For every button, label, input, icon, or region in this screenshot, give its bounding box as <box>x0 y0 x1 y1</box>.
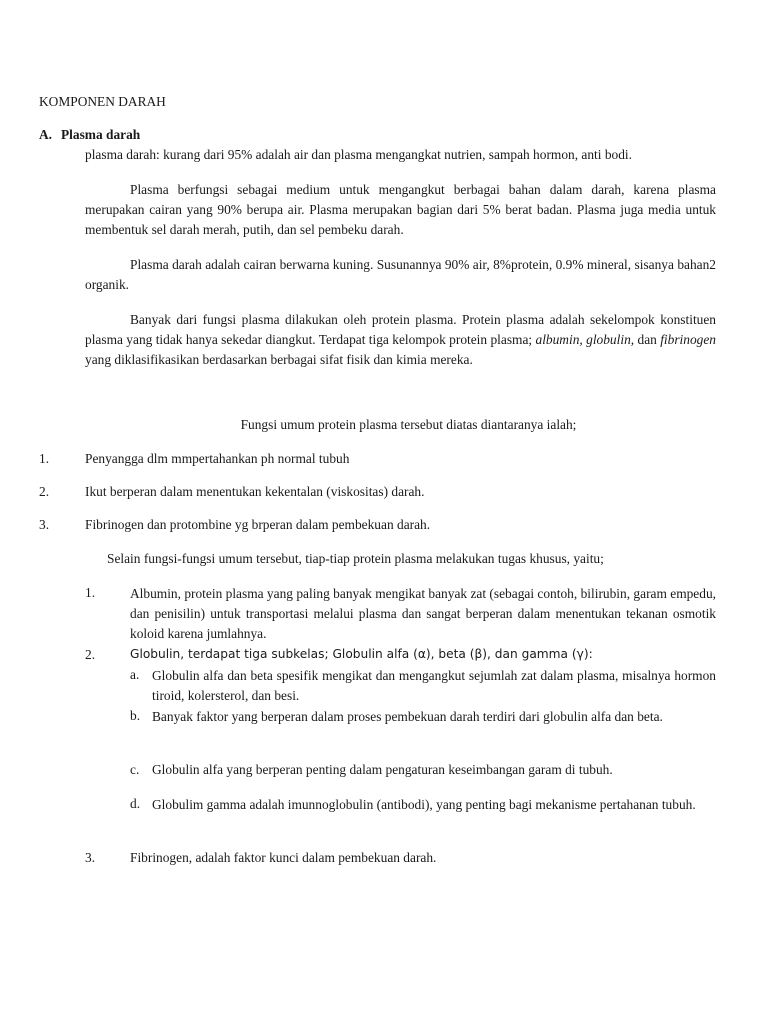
khusus-item-2-num: 2. <box>85 647 96 662</box>
khusus-item-1-text: Albumin, protein plasma yang paling banyak mengikat banyak zat (sebagai contoh, bilirubin, garam empedu, dan penisilin) untuk transportasi melalui plasma dan sangat berperan dalam menentukan tekanan osmotik koloid karena jumlahnya. <box>130 586 716 641</box>
globulin-sub-b-text: Banyak faktor yang berperan dalam proses pembekuan darah terdiri dari globulin alfa dan beta. <box>152 709 663 724</box>
fungsi-item-1-num: 1. <box>39 451 50 466</box>
khusus-item-3-num: 3. <box>85 850 96 865</box>
section-a-title: Plasma darah <box>61 127 141 142</box>
fungsi-item-3-num: 3. <box>39 517 50 532</box>
paragraph-2: Plasma berfungsi sebagai medium untuk mengangkut berbagai bahan dalam darah, karena plasma merupakan cairan yang 90% berupa air. Plasma merupakan bagian dari 5% berat badan. Plasma juga media untuk membentuk sel darah merah, putih, dan sel pembeku darah. <box>85 182 716 237</box>
globulin-sub-a-letter: a. <box>130 667 140 682</box>
p4-globulin: globulin, <box>586 332 635 347</box>
paragraph-3: Plasma darah adalah cairan berwarna kuning. Susunannya 90% air, 8%protein, 0.9% mineral, sisanya bahan2 organik. <box>85 257 716 292</box>
globulin-sub-c-text: Globulin alfa yang berperan penting dalam pengaturan keseimbangan garam di tubuh. <box>152 762 613 777</box>
khusus-intro: Selain fungsi-fungsi umum tersebut, tiap-tiap protein plasma melakukan tugas khusus, yaitu; <box>107 551 604 566</box>
p4-text-after: yang diklasifikasikan berdasarkan berbagai sifat fisik dan kimia mereka. <box>85 352 473 367</box>
globulin-sub-b-letter: b. <box>130 708 141 723</box>
paragraph-4 <box>85 310 716 370</box>
globulin-sub-a-text: Globulin alfa dan beta spesifik mengikat dan mengangkut sejumlah zat dalam plasma, misalnya hormon tiroid, kolersterol, dan besi. <box>152 668 716 703</box>
section-a-label: A. <box>39 127 53 142</box>
section-a-heading <box>39 127 140 143</box>
p4-dan: dan <box>634 332 661 347</box>
fungsi-item-2-text: Ikut berperan dalam menentukan kekentalan (viskositas) darah. <box>85 484 425 499</box>
fungsi-item-2-num: 2. <box>39 484 50 499</box>
fungsi-item-3-text: Fibrinogen dan protombine yg brperan dalam pembekuan darah. <box>85 517 431 532</box>
globulin-sub-c-letter: c. <box>130 762 140 777</box>
paragraph-1: plasma darah: kurang dari 95% adalah air dan plasma mengangkat nutrien, sampah hormon, anti bodi. <box>85 147 632 162</box>
p4-albumin: albumin, <box>535 332 583 347</box>
fungsi-item-1-text: Penyangga dlm mmpertahankan ph normal tubuh <box>85 451 350 466</box>
p4-fibrinogen: fibrinogen <box>660 332 716 347</box>
p4-text-before: Banyak dari fungsi plasma dilakukan oleh protein plasma. Protein plasma adalah sekelompok konstituen plasma yang tidak hanya sekedar diangkut. Terdapat tiga kelompok protein plasma; <box>85 312 716 347</box>
document-title: KOMPONEN DARAH <box>39 94 166 109</box>
khusus-item-1-num: 1. <box>85 585 96 600</box>
globulin-sub-d-letter: d. <box>130 796 141 811</box>
globulin-sub-d-text: Globulim gamma adalah imunnoglobulin (antibodi), yang penting bagi mekanisme pertahanan tubuh. <box>152 797 696 812</box>
khusus-item-3-text: Fibrinogen, adalah faktor kunci dalam pembekuan darah. <box>130 850 437 865</box>
fungsi-heading: Fungsi umum protein plasma tersebut diatas diantaranya ialah; <box>240 417 577 432</box>
khusus-item-2-text: Globulin, terdapat tiga subkelas; Globulin alfa (α), beta (β), dan gamma (γ): <box>130 647 593 661</box>
